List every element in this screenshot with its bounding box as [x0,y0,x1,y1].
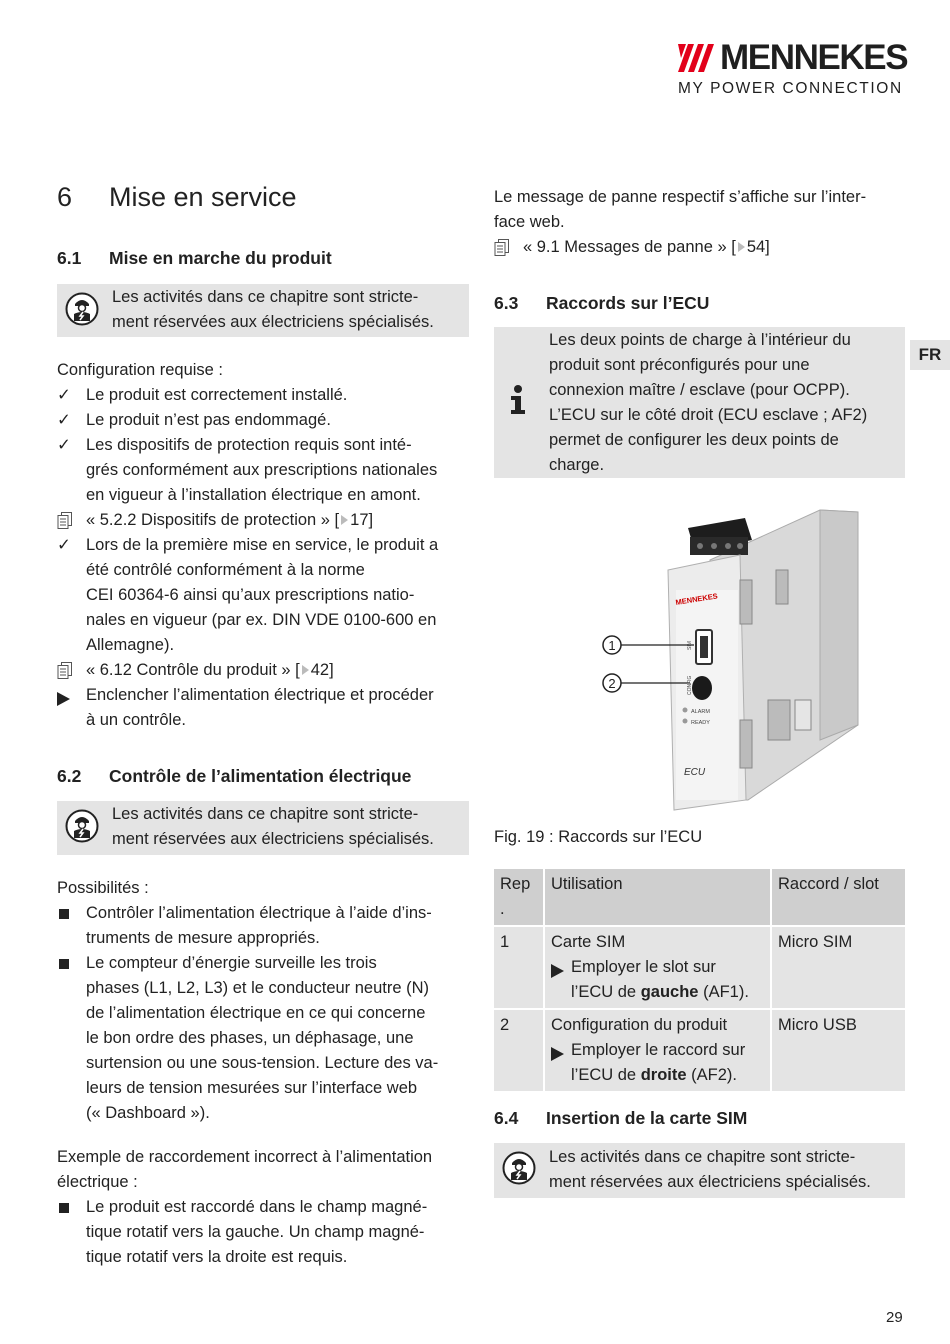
list-line: CEI 60364-6 ainsi qu’aux prescriptions natio- [86,586,415,604]
list-line: Le produit n’est pas endommagé. [86,411,331,429]
action-step [551,1038,764,1088]
list-item [57,901,472,951]
list-line: de l’alimentation électrique en ce qui concerne [86,1004,426,1022]
section-title: Insertion de la carte SIM [546,1108,748,1128]
chapter-title [57,182,297,213]
section-6-2-body [57,876,472,1270]
step-line: Employer le slot sur [571,958,716,976]
note-line: Les activités dans ce chapitre sont stricte- [549,1148,856,1166]
electrician-icon [502,1151,536,1185]
brand-logo [676,40,906,100]
electrician-icon [65,809,99,843]
section-number: 6.1 [57,248,82,268]
step-text: (AF2). [686,1066,737,1084]
chapter-title-text: Mise en service [109,182,297,212]
list-item [57,383,472,408]
table-row [494,925,905,1008]
electrician-note [57,284,469,337]
info-line: produit sont préconfigurés pour une [549,356,810,374]
step-emphasis: gauche [640,983,699,1001]
list-line: nales en vigueur (par ex. DIN VDE 0100-600 en [86,611,437,629]
reference-icon [57,512,73,529]
reference-text: « 6.12 Contrôle du produit » [ [86,661,300,679]
sim-port-label: SIM [687,641,693,650]
callout-1: 1 [608,638,616,653]
chapter-number: 6 [57,182,73,212]
list-line: Le produit est raccordé dans le champ magné- [86,1198,428,1216]
list-line: truments de mesure appropriés. [86,929,320,947]
step-text: l’ECU de [571,1066,641,1084]
check-icon: ✓ [57,411,71,429]
reference-page: 54] [746,238,770,256]
step-arrow-icon [57,689,81,714]
row-usage [545,925,772,1008]
electrician-icon [65,292,99,326]
row-rep: 2 [494,1008,545,1091]
note-line: ment réservées aux électriciens spécialisés. [112,313,434,331]
info-note [494,327,905,478]
page-arrow-icon [341,515,348,525]
example-intro-line: Exemple de raccordement incorrect à l’alimentation [57,1148,433,1166]
section-6-1-heading [57,248,332,269]
reference-text: « 5.2.2 Dispositifs de protection » [ [86,511,340,529]
header-usage: Utilisation [545,869,772,925]
step-arrow-icon [551,961,564,986]
list-line: phases (L1, L2, L3) et le conducteur neutre (N) [86,979,430,997]
figure-caption: Fig. 19 : Raccords sur l’ECU [494,828,703,846]
language-tab: FR [910,340,950,370]
section-title: Contrôle de l’alimentation électrique [109,766,412,786]
led-ready-label: READY [691,720,710,726]
list-line: Enclencher l’alimentation électrique et procéder [86,686,434,704]
section-title: Mise en marche du produit [109,248,332,268]
electrician-note [494,1143,905,1198]
step-line: Employer le raccord sur [571,1041,746,1059]
step-line [571,980,764,1005]
list-line: Le produit est correctement installé. [86,386,348,404]
info-line: L’ECU sur le côté droit (ECU esclave ; AF2) [549,406,868,424]
header-slot: Raccord / slot [778,875,879,893]
list-line: surtension ou une sous-tension. Lecture des va- [86,1054,439,1072]
brand-tagline: MY POWER CONNECTION [678,80,903,97]
row-slot: Micro USB [772,1008,905,1091]
row-usage [545,1008,772,1091]
header-rep [494,869,545,925]
table-row [494,1008,905,1091]
reference-page: 42] [310,661,334,679]
list-item [57,533,472,658]
config-port-label: CONFIG [687,675,693,695]
list-line: en vigueur à l’installation électrique en amont. [86,486,421,504]
electrician-note [57,801,469,855]
reference-text: « 9.1 Messages de panne » [ [523,238,736,256]
list-item [57,408,472,433]
text-line: face web. [494,213,565,231]
step-text: (AF1). [698,983,749,1001]
cross-reference[interactable] [57,508,472,533]
reference-icon [494,239,510,256]
possibilities-intro: Possibilités : [57,879,149,897]
step-text: l’ECU de [571,983,641,1001]
list-line: Les dispositifs de protection requis sont inté- [86,436,412,454]
cross-reference[interactable] [57,658,472,683]
section-6-1-body [57,358,472,733]
device-label: ECU [684,767,706,778]
info-line: charge. [549,456,605,474]
section-6-2-heading [57,766,411,787]
reference-page: 17] [350,511,374,529]
ecu-figure [590,500,870,815]
section-title: Raccords sur l’ECU [546,293,710,313]
connections-table [494,869,905,1091]
text-line: Le message de panne respectif s’affiche sur l’inter- [494,188,867,206]
list-line: leurs de tension mesurées sur l’interface web [86,1079,418,1097]
list-line: grés conformément aux prescriptions nationales [86,461,438,479]
row-rep: 1 [494,925,545,1008]
list-line: le bon ordre des phases, un déphasage, une [86,1029,414,1047]
usage-title: Configuration du produit [551,1016,728,1034]
list-line: tique rotatif vers la gauche. Un champ magné- [86,1223,425,1241]
note-line: Les activités dans ce chapitre sont stricte- [112,288,419,306]
action-step [57,683,472,733]
step-emphasis: droite [640,1066,687,1084]
list-item [57,1195,472,1270]
header-text: Rep [500,875,531,893]
list-item [57,433,472,508]
led-alarm-label: ALARM [691,709,710,715]
page-arrow-icon [738,242,745,252]
list-line: (« Dashboard »). [86,1104,210,1122]
step-line [571,1063,764,1088]
section-number: 6.4 [494,1108,519,1128]
list-line: Contrôler l’alimentation électrique à l’aide d’ins- [86,904,432,922]
callout-2: 2 [608,676,616,691]
info-line: Les deux points de charge à l’intérieur du [549,331,851,349]
table-header-row [494,869,905,925]
info-line: connexion maître / esclave (pour OCPP). [549,381,850,399]
note-line: ment réservées aux électriciens spécialisés. [549,1173,871,1191]
action-step [551,955,764,1005]
section-6-4-heading [494,1108,747,1129]
info-line: permet de configurer les deux points de [549,431,839,449]
example-intro-line: électrique : [57,1173,138,1191]
step-arrow-icon [551,1044,564,1069]
list-line: à un contrôle. [86,711,186,729]
section-number: 6.3 [494,293,519,313]
cross-reference[interactable] [494,235,914,260]
check-icon: ✓ [57,436,71,454]
row-slot: Micro SIM [772,925,905,1008]
list-line: été contrôlé conformément à la norme [86,561,365,579]
brand-name: MENNEKES [720,38,908,77]
list-line: Lors de la première mise en service, le produit a [86,536,439,554]
section-number: 6.2 [57,766,82,786]
info-icon [508,385,528,415]
logo-mark-icon [678,44,714,72]
usage-title: Carte SIM [551,933,626,951]
check-icon: ✓ [57,386,71,404]
list-line: tique rotatif vers la droite est requis. [86,1248,348,1266]
page-arrow-icon [302,665,309,675]
fault-message-paragraph [494,185,914,260]
note-line: Les activités dans ce chapitre sont stricte- [112,805,419,823]
check-icon: ✓ [57,536,71,554]
list-line: Allemagne). [86,636,175,654]
device-brand: MENNEKES [674,591,719,607]
note-line: ment réservées aux électriciens spécialisés. [112,830,434,848]
page-number: 29 [886,1309,903,1326]
requirements-intro: Configuration requise : [57,361,224,379]
section-6-3-heading [494,293,709,314]
list-line: Le compteur d’énergie surveille les trois [86,954,377,972]
list-item [57,951,472,1126]
header-text: . [500,900,505,918]
reference-icon [57,662,73,679]
